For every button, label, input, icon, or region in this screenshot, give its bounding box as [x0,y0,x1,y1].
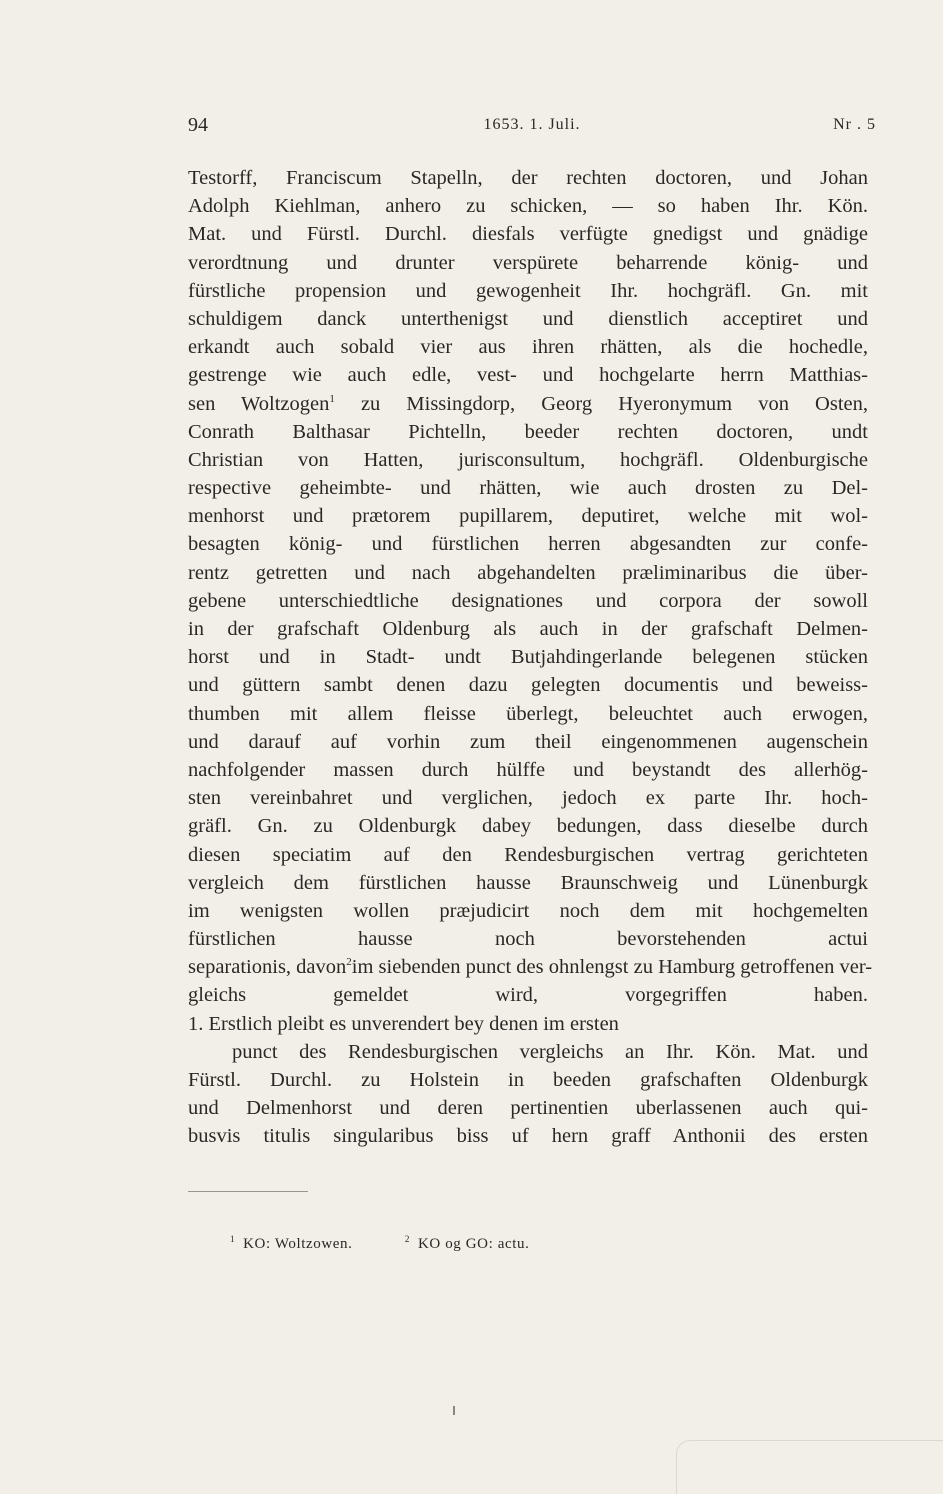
text-line: vergleich dem fürstlichen hausse Braunschweig und Lünenburgk [188,871,868,894]
page-number: 94 [188,114,208,136]
text-segment: zu Missingdorp, Georg Hyeronymum von Osten, [334,392,868,415]
footnotes [230,1236,577,1253]
text-line: in der grafschaft Oldenburg als auch in der grafschaft Delmen- [188,618,868,640]
text-line: fürstlichen hausse noch bevorstehenden actui [188,928,868,951]
text-line: Mat. und Fürstl. Durchl. diesfals verfügte gnedigst und gnädige [188,223,868,246]
text-line: diesen speciatim auf den Rendesburgischen vertrag gerichteten [188,843,868,866]
scan-mark [453,1406,455,1415]
footnote-reference: 2 [346,956,352,969]
text-line [188,390,868,418]
text-line: gestrenge wie auch edle, vest- und hochgelarte herrn Matthias- [188,364,868,387]
text-line: und darauf auf vorhin zum theil eingenommenen augenschein [188,730,868,753]
running-header [188,114,876,144]
text-line: und güttern sambt denen dazu gelegten documentis und beweiss- [188,674,868,697]
footnote [230,1236,353,1253]
text-line: Fürstl. Durchl. zu Holstein in beeden grafschaften Oldenburgk [188,1069,868,1091]
text-line: und Delmenhorst und deren pertinentien uberlassenen auch qui- [188,1097,868,1120]
text-line: thumben mit allem fleisse überlegt, beleuchtet auch erwogen, [188,702,868,725]
text-line [188,953,873,981]
footnote-marker: 1 [230,1234,236,1244]
text-segment: sen Woltzogen [188,392,330,415]
text-line: Adolph Kiehlman, anhero zu schicken, — so haben Ihr. Kön. [188,195,868,218]
footnote-divider [188,1191,308,1192]
text-line: Conrath Balthasar Pichtelln, beeder rechten doctoren, undt [188,420,868,443]
footnote [405,1236,530,1253]
text-line: menhorst und prætorem pupillarem, deputiret, welche mit wol- [188,505,868,528]
text-line: fürstliche propension und gewogenheit Ihr. hochgräfl. Gn. mit [188,279,868,302]
header-date: 1653. 1. Juli. [483,116,581,133]
text-line: nachfolgender massen durch hülffe und beystandt des allerhög- [188,758,868,781]
text-line: gräfl. Gn. zu Oldenburgk dabey bedungen, dass dieselbe durch [188,815,868,838]
text-line: Testorff, Franciscum Stapelln, der rechten doctoren, und Johan [188,167,868,189]
text-line: sten vereinbahret und verglichen, jedoch ex parte Ihr. hoch- [188,787,868,810]
text-line: horst und in Stadt- undt Butjahdingerlande belegenen stücken [188,646,868,669]
text-line: Christian von Hatten, jurisconsultum, hochgräfl. Oldenburgische [188,448,868,471]
text-line: gebene unterschiedtliche designationes und corpora der sowoll [188,589,868,612]
footnote-reference: 1 [329,392,335,405]
footnote-text: KO og GO: actu. [417,1236,530,1252]
text-line: punct des Rendesburgischen vergleichs an Ihr. Kön. Mat. und [232,1040,868,1063]
text-line: gleichs gemeldet wird, vorgegriffen haben. [188,984,868,1007]
text-segment: separationis, davon [188,956,347,979]
text-line: erkandt auch sobald vier aus ihren rhätten, als die hochedle, [188,336,868,359]
footnote-marker: 2 [404,1234,410,1244]
text-line: rentz getretten und nach abgehandelten præliminaribus die über- [188,561,868,584]
text-line: 1. Erstlich pleibt es unverendert bey denen im ersten [188,1012,619,1035]
text-line: respective geheimbte- und rhätten, wie auch drosten zu Del- [188,477,868,500]
text-segment: im siebenden punct des ohnlengst zu Hamburg getroffenen ver- [351,956,873,979]
text-line: schuldigem danck unterthenigst und dienstlich acceptiret und [188,307,868,330]
text-line: im wenigsten wollen præjudicirt noch dem mit hochgemelten [188,899,868,922]
main-text [188,164,873,1179]
text-line: verordtnung und drunter verspürete beharrende könig- und [188,251,868,274]
text-line: besagten könig- und fürstlichen herren abgesandten zur confe- [188,533,868,556]
text-line [188,1151,868,1179]
document-number: Nr . 5 [833,116,876,133]
page-corner-edge [676,1440,943,1494]
text-line: busvis titulis singularibus biss uf hern graff Anthonii des ersten [188,1125,868,1148]
footnote-text: KO: Woltzowen. [243,1236,353,1252]
